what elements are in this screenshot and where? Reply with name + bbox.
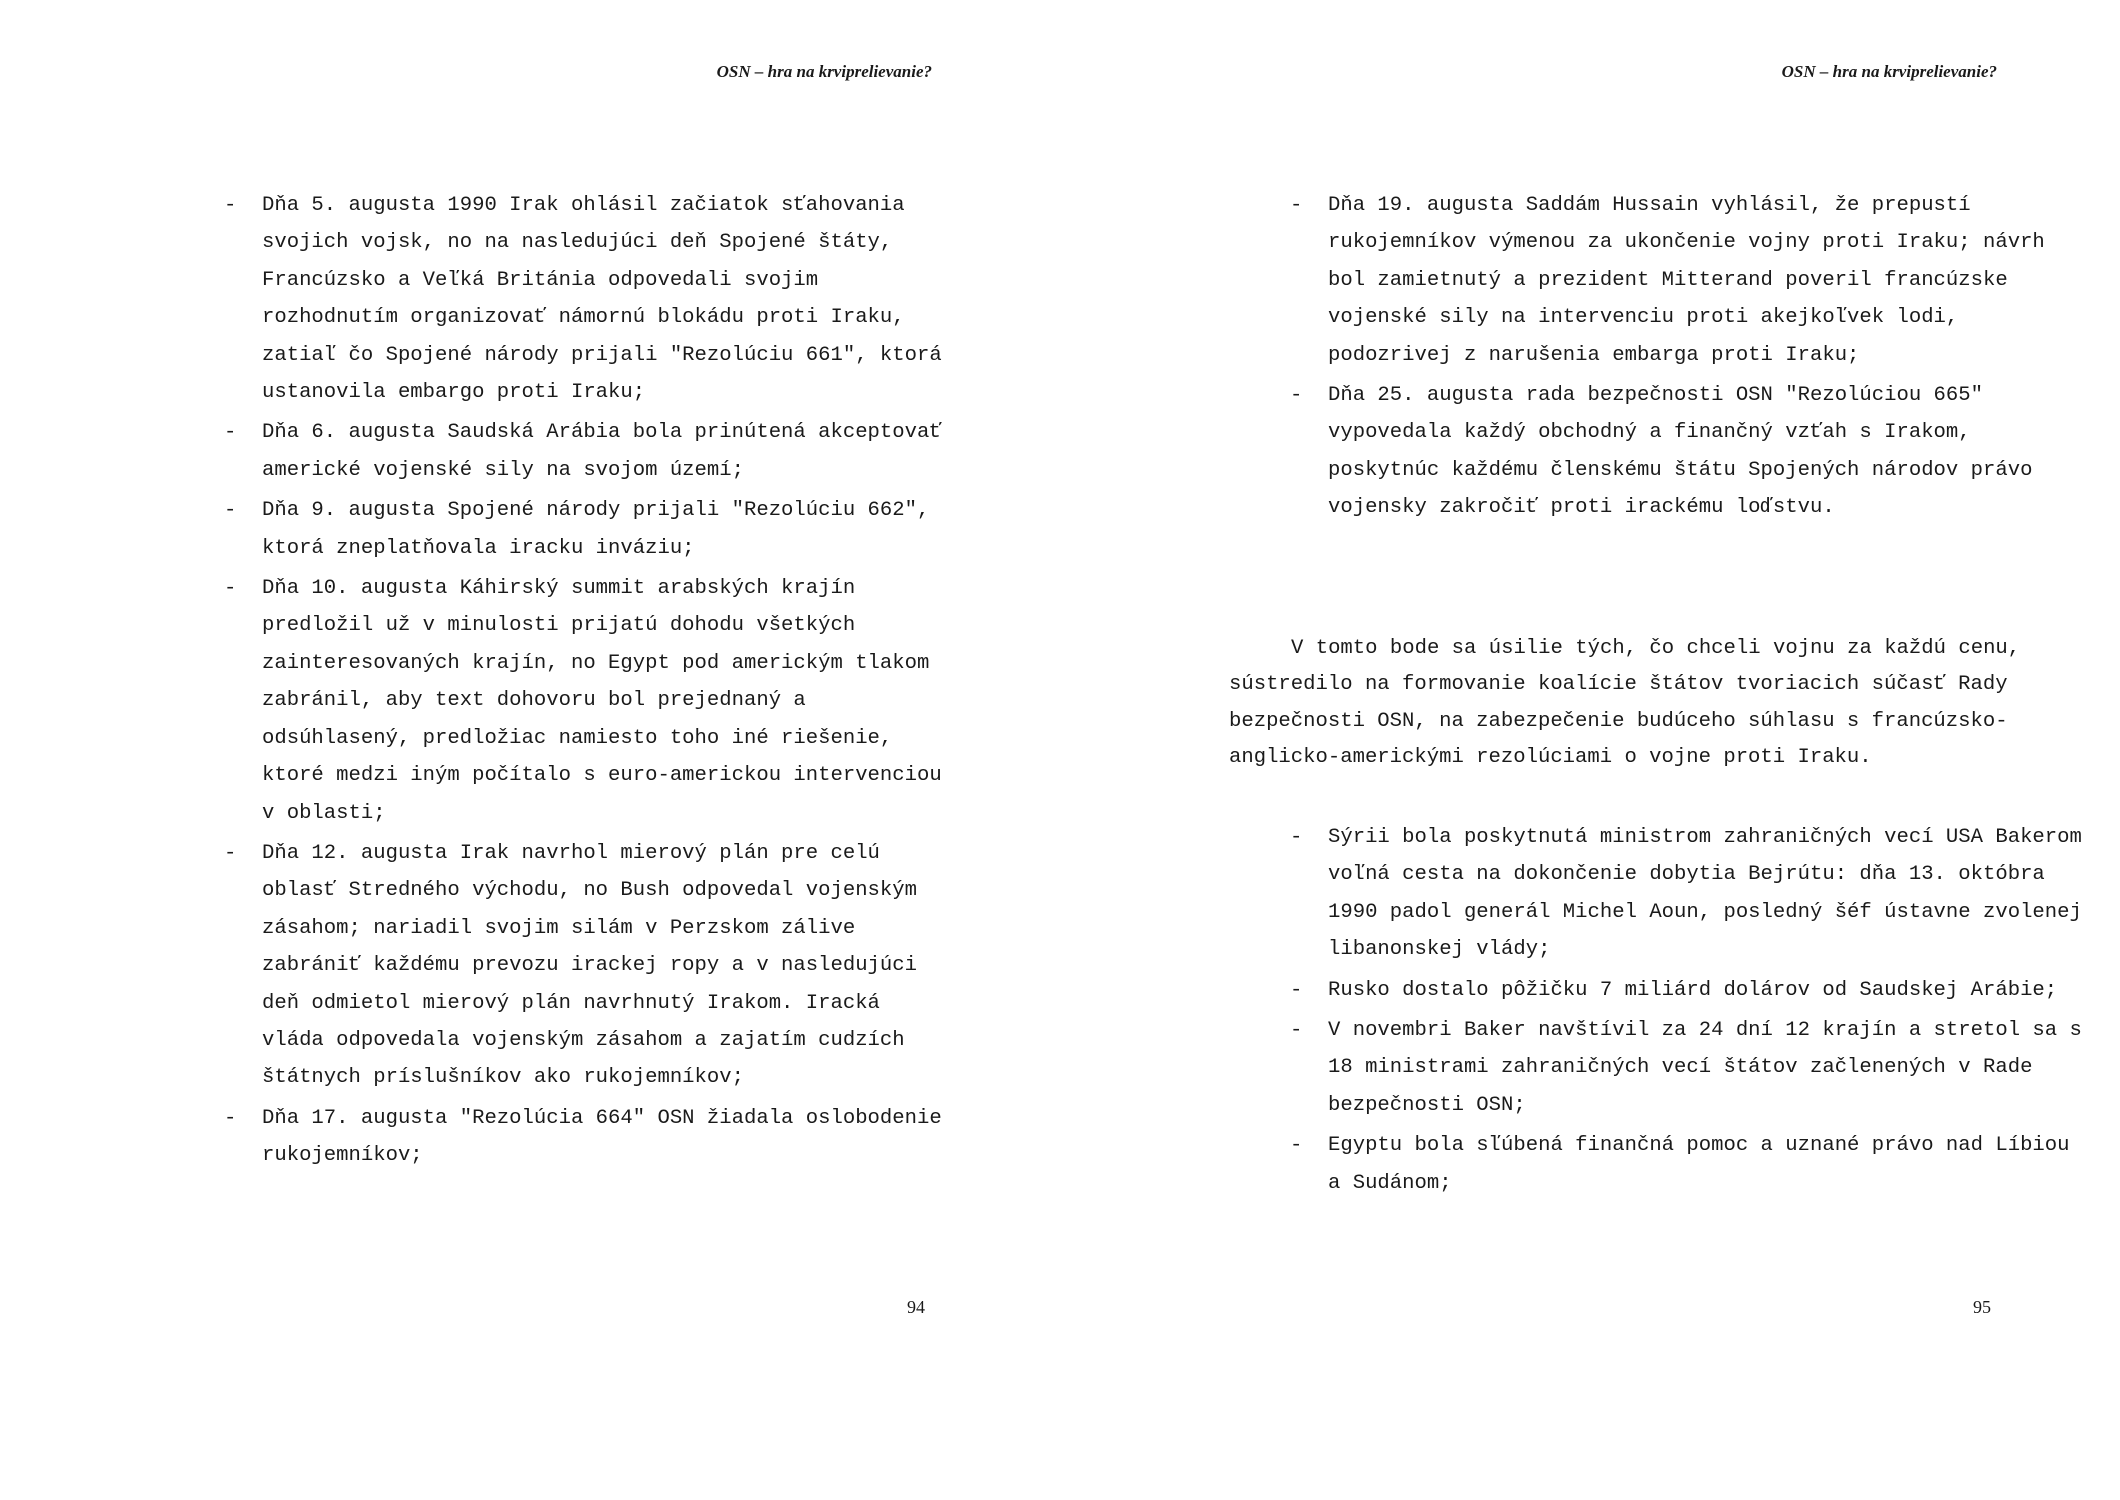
list-item: - Dňa 5. augusta 1990 Irak ohlásil začiatok sťahovania svojich vojsk, no na nasledujúci deň Spojené štáty, Francúzsko a Veľká Británia odpovedali svojim rozhodnutím organizovať námornú blokádu proti Iraku, zatiaľ čo Spojené národy prijali "Rezolúciu 661", ktorá ustanovila embargo proti Iraku; xyxy=(224,187,944,411)
list-item: - Sýrii bola poskytnutá ministrom zahraničných vecí USA Bakerom voľná cesta na dokončenie dobytia Bejrútu: dňa 13. októbra 1990 padol generál Michel Aoun, posledný šéf ústavne zvolenej libanonskej vlády; xyxy=(1290,819,2090,969)
page-number: 95 xyxy=(1973,1297,1991,1317)
list-item: - Dňa 25. augusta rada bezpečnosti OSN "Rezolúciou 665" vypovedala každý obchodný a finančný vzťah s Irakom, poskytnúc každému členskému štátu Spojených národov právo vojensky zakročiť proti irackému loďstvu. xyxy=(1290,377,2090,527)
list-item: - Dňa 6. augusta Saudská Arábia bola prinútená akceptovať americké vojenské sily na svojom území; xyxy=(224,414,944,489)
page-number: 94 xyxy=(907,1297,925,1317)
chronology-list xyxy=(224,187,944,1178)
running-head: OSN – hra na krviprelievanie? xyxy=(716,62,932,81)
chronology-list xyxy=(1290,187,2090,530)
list-item: - Dňa 12. augusta Irak navrhol mierový plán pre celú oblasť Stredného východu, no Bush odpovedal vojenským zásahom; nariadil svojim silám v Perzskom zálive zabrániť každému prevozu irackej ropy a v nasledujúci deň odmietol mierový plán navrhnutý Irakom. Iracká vláda odpovedala vojenským zásahom a zajatím cudzích štátnych príslušníkov ako rukojemníkov; xyxy=(224,835,944,1097)
list-item: - Egyptu bola sľúbená finančná pomoc a uznané právo nad Líbiou a Sudánom; xyxy=(1290,1127,2090,1202)
right-page xyxy=(1060,0,2120,1500)
list-item: - Dňa 10. augusta Káhirský summit arabských krajín predložil už v minulosti prijatú dohodu všetkých zainteresovaných krajín, no Egypt pod americkým tlakom zabránil, aby text dohovoru bol prejednaný a odsúhlasený, predložiac namiesto toho iné riešenie, ktoré medzi iným počítalo s euro-americkou intervenciou v oblasti; xyxy=(224,570,944,832)
list-item: - Dňa 19. augusta Saddám Hussain vyhlásil, že prepustí rukojemníkov výmenou za ukončenie vojny proti Iraku; návrh bol zamietnutý a prezident Mitterand poveril francúzske vojenské sily na intervenciu proti akejkoľvek lodi, podozrivej z narušenia embarga proti Iraku; xyxy=(1290,187,2090,374)
list-item: - Rusko dostalo pôžičku 7 miliárd dolárov od Saudskej Arábie; xyxy=(1290,972,2090,1009)
body-paragraph: V tomto bode sa úsilie tých, čo chceli vojnu za každú cenu, sústredilo na formovanie koalície štátov tvoriacich súčasť Rady bezpečnosti OSN, na zabezpečenie budúceho súhlasu s francúzsko-anglicko-americkými rezolúciami o vojne proti Iraku. xyxy=(1229,637,2021,770)
list-item: - Dňa 9. augusta Spojené národy prijali "Rezolúciu 662", ktorá zneplatňovala iracku inváziu; xyxy=(224,492,944,567)
coalition-list xyxy=(1290,819,2090,1205)
list-item: - Dňa 17. augusta "Rezolúcia 664" OSN žiadala oslobodenie rukojemníkov; xyxy=(224,1100,944,1175)
list-item: - V novembri Baker navštívil za 24 dní 12 krajín a stretol sa s 18 ministrami zahraničných vecí štátov začlenených v Rade bezpečnosti OSN; xyxy=(1290,1012,2090,1124)
running-head: OSN – hra na krviprelievanie? xyxy=(1781,62,1997,81)
